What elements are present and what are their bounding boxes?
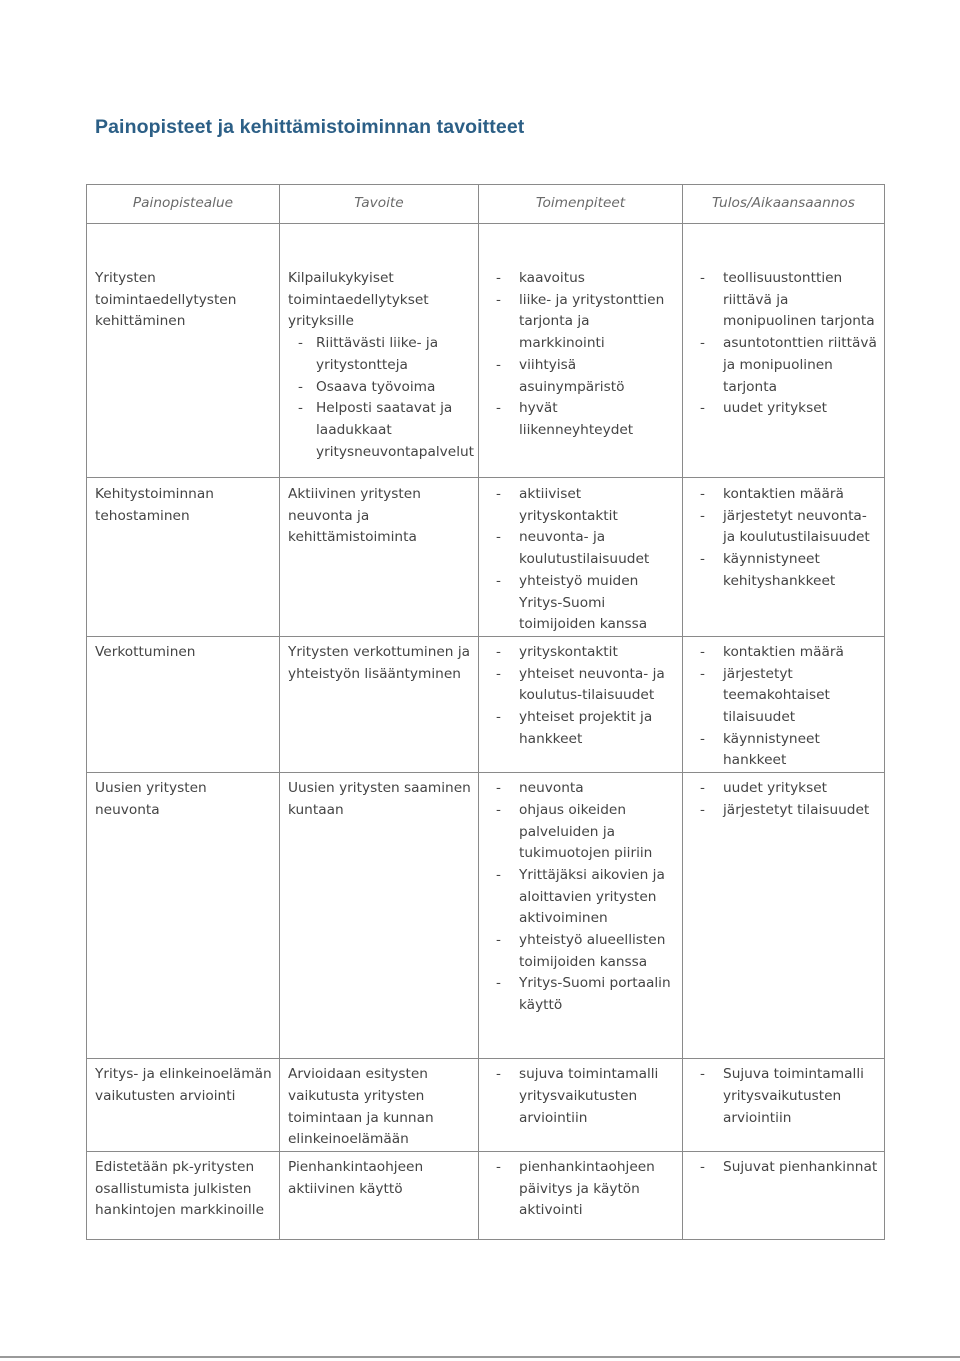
results-cell [683,773,885,1059]
actions-list [487,484,676,636]
table-header-row [87,185,885,224]
results-list [691,642,878,772]
goal-text: Kilpailukykyiset toimintaedellytykset yrityksille [288,270,429,330]
list-item: - yhteiset neuvonta- ja koulutus-tilaisuudet [487,664,676,707]
goal-cell [280,1059,479,1152]
list-item: - hyvät liikenneyhteydet [487,398,676,441]
area-cell [87,478,280,637]
list-item: - asuntotonttien riittävä ja monipuolinen tarjonta [691,333,878,398]
goal-list [288,333,475,463]
actions-cell [479,1059,683,1152]
results-cell [683,636,885,772]
list-item: - yrityskontaktit [487,642,676,664]
list-item: - Helposti saatavat ja laadukkaat yritysneuvontapalvelut [288,398,472,463]
page-title: Painopisteet ja kehittämistoiminnan tavoitteet [95,116,525,138]
results-list [691,484,878,593]
goal-cell [280,478,479,637]
actions-list [487,1157,676,1222]
list-item: - Osaava työvoima [288,377,472,399]
goals-table [86,184,885,1240]
list-item: - teollisuustonttien riittävä ja monipuolinen tarjonta [691,268,878,333]
results-cell [683,1151,885,1239]
actions-cell [479,224,683,478]
actions-cell [479,1151,683,1239]
list-item: - liike- ja yritystonttien tarjonta ja markkinointi [487,290,676,355]
list-item: - kontaktien määrä [691,642,878,664]
page-bottom-rule [0,1356,960,1358]
actions-cell [479,773,683,1059]
actions-list [487,268,676,442]
goal-text: Pienhankintaohjeen aktiivinen käyttö [288,1158,424,1197]
column-header-actions: Toimenpiteet [479,185,683,224]
goal-text: Uusien yritysten saaminen kuntaan [288,780,471,818]
goal-cell [280,636,479,772]
goal-text: Yritysten verkottuminen ja yhteistyön lisääntyminen [288,643,471,682]
list-item: - Sujuvat pienhankinnat [691,1157,878,1179]
list-item: - yhteistyö alueellisten toimijoiden kanssa [487,930,676,973]
list-item: - uudet yritykset [691,778,878,800]
list-item: - aktiiviset yrityskontaktit [487,484,676,527]
table-row [87,224,885,478]
list-item: - järjestetyt tilaisuudet [691,800,878,822]
actions-cell [479,478,683,637]
area-text: Edistetään pk-yritysten osallistumista julkisten hankintojen markkinoille [95,1158,265,1219]
actions-list [487,778,676,1017]
goal-text: Aktiivinen yritysten neuvonta ja kehittämistoiminta [288,486,421,546]
column-header-area: Painopistealue [87,185,280,224]
table-row [87,636,885,772]
column-header-goal: Tavoite [280,185,479,224]
area-cell [87,1151,280,1239]
actions-cell [479,636,683,772]
area-text: Kehitystoiminnan tehostaminen [95,486,214,524]
goal-cell [280,224,479,478]
column-header-results: Tulos/Aikaansaannos [683,185,885,224]
table-row [87,478,885,637]
list-item: - neuvonta [487,778,676,800]
area-text: Verkottuminen [95,643,196,660]
list-item: - käynnistyneet hankkeet [691,729,878,772]
area-text: Yritys- ja elinkeinoelämän vaikutusten arviointi [95,1066,272,1104]
area-cell [87,773,280,1059]
list-item: - järjestetyt neuvonta- ja koulutustilaisuudet [691,506,878,549]
actions-list [487,642,676,751]
area-cell [87,636,280,772]
list-item: - sujuva toimintamalli yritysvaikutusten arviointiin [487,1064,676,1129]
area-text: Yritysten toimintaedellytysten kehittäminen [95,270,237,330]
actions-list [487,1064,676,1129]
list-item: - Yrittäjäksi aikovien ja aloittavien yritysten aktivoiminen [487,865,676,930]
list-item: - kontaktien määrä [691,484,878,506]
list-item: - ohjaus oikeiden palveluiden ja tukimuotojen piiriin [487,800,676,865]
list-item: - kaavoitus [487,268,676,290]
list-item: - Sujuva toimintamalli yritysvaikutusten arviointiin [691,1064,878,1129]
list-item: - pienhankintaohjeen päivitys ja käytön aktivointi [487,1157,676,1222]
results-list [691,1157,878,1179]
results-list [691,1064,878,1129]
table-row [87,773,885,1059]
results-cell [683,1059,885,1152]
list-item: - käynnistyneet kehityshankkeet [691,549,878,592]
table-row [87,1151,885,1239]
results-list [691,268,878,420]
area-cell [87,224,280,478]
goal-cell [280,1151,479,1239]
results-cell [683,224,885,478]
list-item: - Riittävästi liike- ja yritystontteja [288,333,472,376]
results-cell [683,478,885,637]
goal-text: Arvioidaan esitysten vaikutusta yritysten toimintaan ja kunnan elinkeinoelämään [288,1066,434,1148]
results-list [691,778,878,821]
list-item: - uudet yritykset [691,398,878,420]
list-item: - järjestetyt teemakohtaiset tilaisuudet [691,664,878,729]
area-cell [87,1059,280,1152]
list-item: - Yritys-Suomi portaalin käyttö [487,973,676,1016]
goal-cell [280,773,479,1059]
area-text: Uusien yritysten neuvonta [95,780,207,818]
list-item: - yhteiset projektit ja hankkeet [487,707,676,750]
list-item: - viihtyisä asuinympäristö [487,355,676,398]
list-item: - yhteistyö muiden Yritys-Suomi toimijoiden kanssa [487,571,676,636]
table-row [87,1059,885,1152]
list-item: - neuvonta- ja koulutustilaisuudet [487,527,676,570]
